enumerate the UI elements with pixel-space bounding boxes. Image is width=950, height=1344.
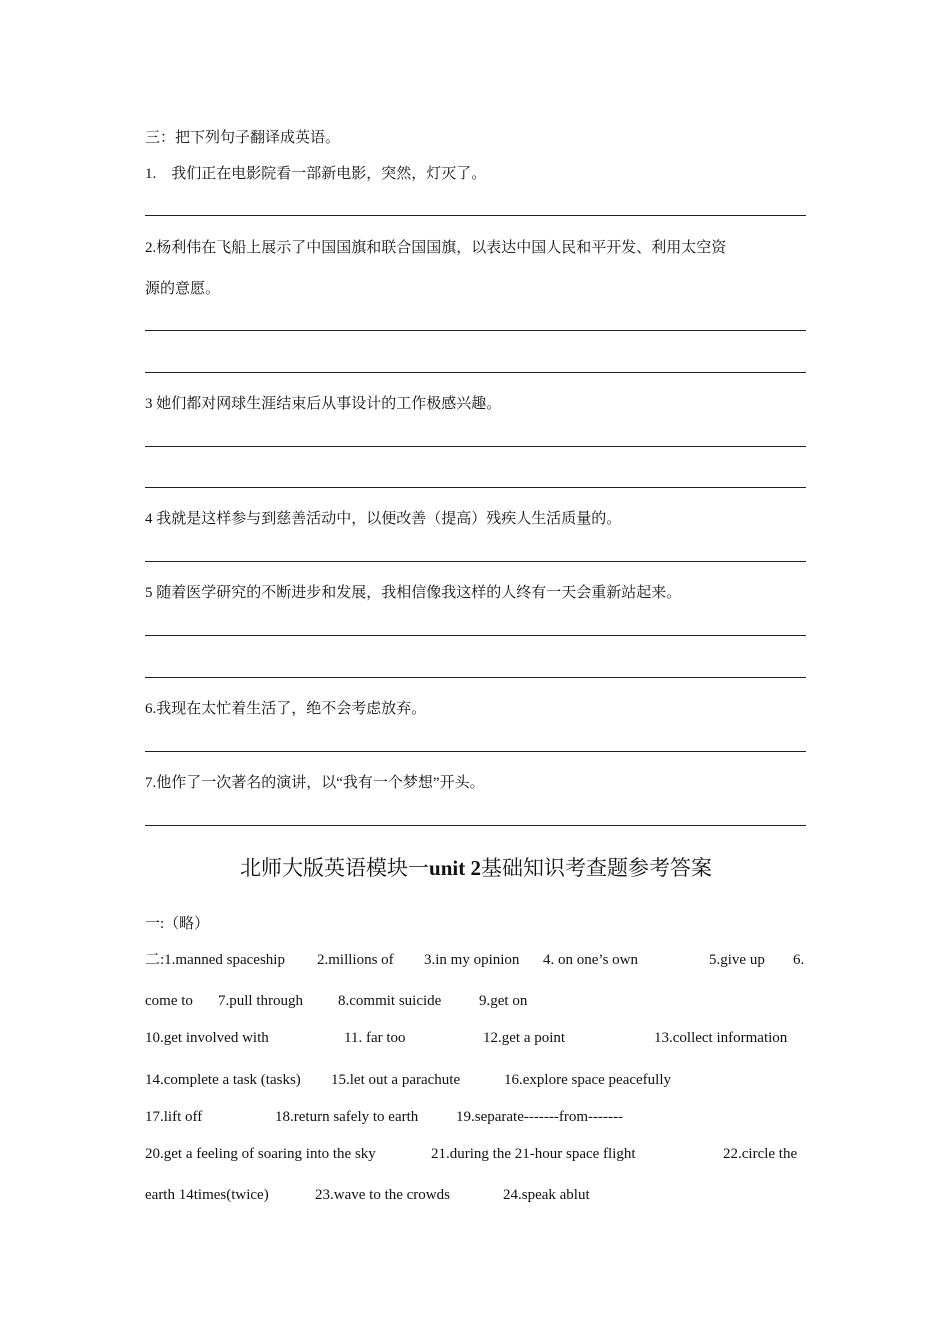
answer-item: 3.in my opinion bbox=[424, 952, 520, 968]
answer-item: 19.separate-------from------- bbox=[456, 1109, 623, 1125]
answer-item: 5.give up bbox=[709, 952, 765, 968]
title-text-bold: unit 2 bbox=[429, 856, 481, 880]
answer-item: 8.commit suicide bbox=[338, 993, 442, 1009]
answer-item: 11. far too bbox=[344, 1030, 406, 1046]
answer-line bbox=[145, 446, 806, 447]
question-1: 1. 我们正在电影院看一部新电影，突然，灯灭了。 bbox=[145, 166, 487, 182]
question-7: 7.他作了一次著名的演讲，以“我有一个梦想”开头。 bbox=[145, 775, 485, 791]
question-2: 2.杨利伟在飞船上展示了中国国旗和联合国国旗，以表达中国人民和平开发、利用太空资 bbox=[145, 240, 727, 256]
answer-line bbox=[145, 751, 806, 752]
answer-line bbox=[145, 825, 806, 826]
answer-line bbox=[145, 677, 806, 678]
answer-item: 13.collect information bbox=[654, 1030, 788, 1046]
answer-item: 2.millions of bbox=[317, 952, 394, 968]
answer-item: 24.speak ablut bbox=[503, 1187, 590, 1203]
answer-item: 18.return safely to earth bbox=[275, 1109, 419, 1125]
title-text-1: 北师大版英语模块一 bbox=[240, 856, 430, 880]
question-3: 3 她们都对网球生涯结束后从事设计的工作极感兴趣。 bbox=[145, 396, 502, 412]
question-6: 6.我现在太忙着生活了，绝不会考虑放弃。 bbox=[145, 701, 427, 717]
answer-item: 12.get a point bbox=[483, 1030, 566, 1046]
section-heading: 三：把下列句子翻译成英语。 bbox=[145, 130, 341, 146]
answer-item: 7.pull through bbox=[218, 993, 303, 1009]
answer-line bbox=[145, 561, 806, 562]
answer-item: 14.complete a task (tasks) bbox=[145, 1072, 301, 1088]
title-text-2: 基础知识考查题参考答案 bbox=[480, 856, 712, 880]
answer-item: 20.get a feeling of soaring into the sky bbox=[145, 1146, 376, 1162]
question-5: 5 随着医学研究的不断进步和发展，我相信像我这样的人终有一天会重新站起来。 bbox=[145, 585, 682, 601]
answer-item: 22.circle the bbox=[723, 1146, 798, 1162]
answer-line bbox=[145, 330, 806, 331]
answer-key-title bbox=[145, 854, 807, 882]
document-page bbox=[145, 0, 807, 1344]
answer-line bbox=[145, 215, 806, 216]
answer-item: 9.get on bbox=[479, 993, 528, 1009]
answer-item: 17.lift off bbox=[145, 1109, 203, 1125]
question-2-continued: 源的意愿。 bbox=[145, 281, 221, 297]
answer-part-1: 一:（略） bbox=[145, 916, 210, 932]
answer-item: come to bbox=[145, 993, 193, 1009]
answer-line bbox=[145, 635, 806, 636]
answer-item: 6. bbox=[793, 952, 805, 968]
question-4: 4 我就是这样参与到慈善活动中，以便改善（提高）残疾人生活质量的。 bbox=[145, 511, 622, 527]
answer-item: 16.explore space peacefully bbox=[504, 1072, 671, 1088]
answer-item: 二:1.manned spaceship bbox=[145, 952, 285, 968]
answer-item: 4. on one’s own bbox=[543, 952, 638, 968]
answer-item: earth 14times(twice) bbox=[145, 1187, 269, 1203]
answer-line bbox=[145, 372, 806, 373]
answer-item: 10.get involved with bbox=[145, 1030, 269, 1046]
answer-line bbox=[145, 487, 806, 488]
answer-item: 15.let out a parachute bbox=[331, 1072, 461, 1088]
answer-item: 23.wave to the crowds bbox=[315, 1187, 450, 1203]
answer-item: 21.during the 21-hour space flight bbox=[431, 1146, 636, 1162]
